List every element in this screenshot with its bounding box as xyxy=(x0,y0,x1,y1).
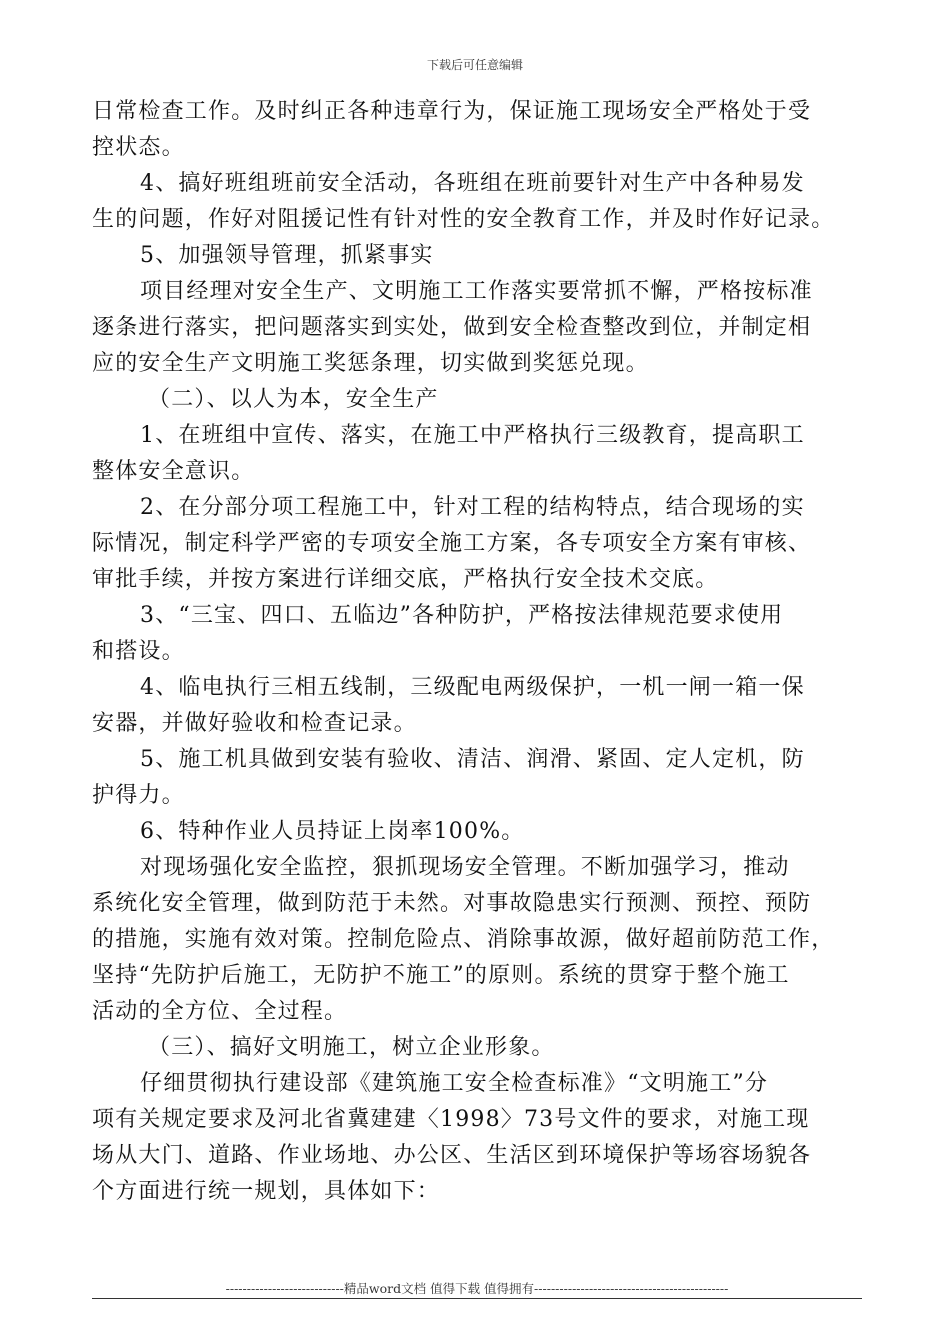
text-line: 日常检查工作。及时纠正各种违章行为，保证施工现场安全严格处于受 xyxy=(92,99,812,124)
text-line: 整体安全意识。 xyxy=(92,459,255,484)
text-line: 坚持“先防护后施工，无防护不施工”的原则。系统的贯穿于整个施工 xyxy=(92,963,790,988)
page-header: 下载后可任意编辑 xyxy=(426,58,523,72)
text-line: 4、搞好班组班前安全活动，各班组在班前要针对生产中各种易发 xyxy=(140,171,805,196)
text-line: 生的问题，作好对阻援记性有针对性的安全教育工作，并及时作好记录。 xyxy=(92,207,835,232)
text-line: 逐条进行落实，把问题落实到实处，做到安全检查整改到位，并制定相 xyxy=(92,315,812,340)
text-line: 安器，并做好验收和检查记录。 xyxy=(92,711,417,736)
footer-rule xyxy=(92,1298,862,1299)
text-line: 场从大门、道路、作业场地、办公区、生活区到环境保护等场容场貌各 xyxy=(92,1143,812,1168)
section-heading: （二）、以人为本，安全生产 xyxy=(148,387,439,412)
text-line: 应的安全生产文明施工奖惩条理，切实做到奖惩兑现。 xyxy=(92,351,649,376)
text-line: 的措施，实施有效对策。控制危险点、消除事故源，做好超前防范工作， xyxy=(92,927,835,952)
text-line: 项目经理对安全生产、文明施工工作落实要常抓不懈，严格按标准 xyxy=(140,279,813,304)
document-body xyxy=(92,94,872,1210)
text-line: 仔细贯彻执行建设部《建筑施工安全检查标准》“文明施工”分 xyxy=(140,1071,769,1096)
text-line: 系统化安全管理，做到防范于未然。对事故隐患实行预测、预控、预防 xyxy=(92,891,812,916)
section-heading: （三）、搞好文明施工，树立企业形象。 xyxy=(148,1035,555,1060)
text-line: 2、在分部分项工程施工中，针对工程的结构特点，结合现场的实 xyxy=(140,495,805,520)
text-line: 6、特种作业人员持证上岗率100%。 xyxy=(140,819,525,844)
text-line: 际情况，制定科学严密的专项安全施工方案，各专项安全方案有审核、 xyxy=(92,531,812,556)
text-line: 个方面进行统一规划，具体如下： xyxy=(92,1179,441,1204)
section-heading: 5、加强领导管理，抓紧事实 xyxy=(140,243,434,268)
text-line: 控状态。 xyxy=(92,135,185,160)
text-line: 1、在班组中宣传、落实，在施工中严格执行三级教育，提高职工 xyxy=(140,423,805,448)
page-footer: ----------------------------精品word文档 值得下载 值得拥有---------------------------------------------- xyxy=(225,1281,729,1296)
text-line: 和搭设。 xyxy=(92,639,185,664)
text-line: 4、临电执行三相五线制，三级配电两级保护，一机一闸一箱一保 xyxy=(140,675,805,700)
text-line: 对现场强化安全监控，狠抓现场安全管理。不断加强学习，推动 xyxy=(140,855,790,880)
text-line: 3、“三宝、四口、五临边”各种防护，严格按法律规范要求使用 xyxy=(140,603,784,628)
text-line: 审批手续，并按方案进行详细交底，严格执行安全技术交底。 xyxy=(92,567,719,592)
text-line: 项有关规定要求及河北省冀建建〈1998〉73号文件的要求，对施工现 xyxy=(92,1107,810,1132)
text-line: 活动的全方位、全过程。 xyxy=(92,999,348,1024)
text-line: 5、施工机具做到安装有验收、清洁、润滑、紧固、定人定机，防 xyxy=(140,747,805,772)
text-line: 护得力。 xyxy=(92,783,185,808)
